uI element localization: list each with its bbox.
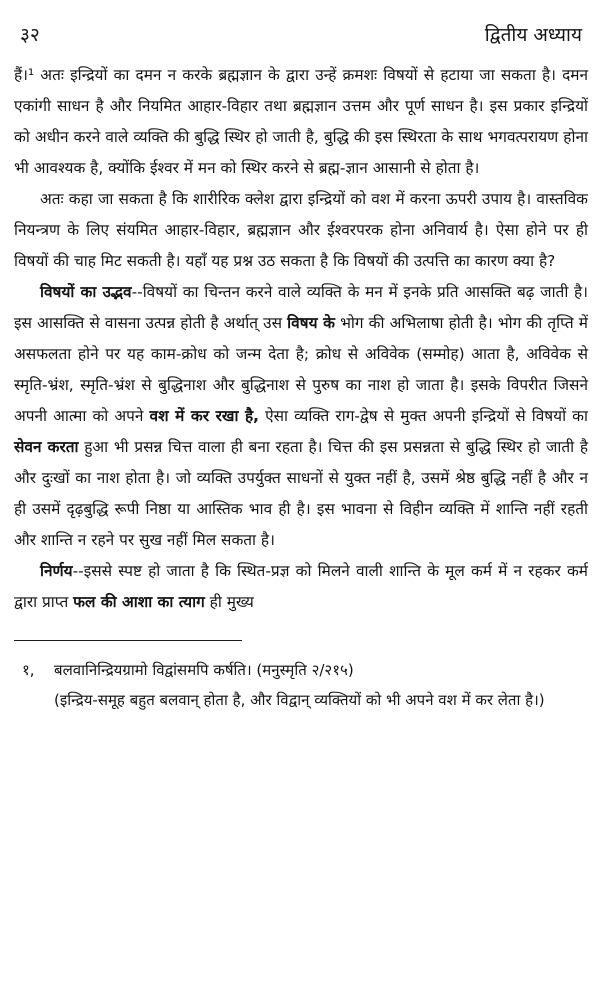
paragraph-4 [14,556,588,618]
footnote [14,655,588,715]
footnote-divider [14,640,242,641]
paragraph-4-text: --इससे स्पष्ट हो जाता है कि स्थित-प्रज्ञ को मिलने वाली शान्ति के मूल कर्म में न रहकर कर्म द्वारा प्राप्त [14,562,588,611]
paragraph-3-text-b: भोग की अभिलाषा होती है। भोग की तृप्ति में असफलता होने पर यह काम-क्रोध को जन्म देता है; क्रोध से अविवेक (सम्मोह) आता है, अविवेक से स्मृति-भ्रंश, स्मृति-भ्रंश से बुद्धिनाश और बुद्धिनाश से पुरुष का नाश हो जाता है। इसके विपरीत जिसने अपनी आत्मा को अपने [14,314,588,425]
section-heading-nirnay: निर्णय [40,562,73,580]
page-number: ३२ [20,24,40,46]
running-title: द्वितीय अध्याय [484,24,582,46]
paragraph-3-emphasis-b: वश में कर रखा है, [149,407,260,425]
paragraph-3-emphasis-a: विषय के [287,314,335,332]
paragraph-3-text: --विषयों का चिन्तन करने वाले व्यक्ति के मन में इनके प्रति आसक्ति बढ़ जाती है। इस आसक्ति से वासना उत्पन्न होती है अर्थात् उस [14,283,588,332]
footnote-body [54,655,588,715]
paragraph-4-text-b: ही मुख्य [204,593,254,611]
paragraph-3-emphasis-c: सेवन करता [14,438,79,456]
footnote-line-2: (इन्द्रिय-समूह बहुत बलवान् होता है, और विद्वान् व्यक्तियों को भी अपने वश में कर लेता है।) [54,691,545,709]
paragraph-4-emphasis: फल की आशा का त्याग [73,593,205,611]
body-text [14,60,588,618]
paragraph-3-text-d: हुआ भी प्रसन्न चित्त वाला ही बना रहता है। चित्त की इस प्रसन्नता से बुद्धि स्थिर हो जाती है और दुःखों का नाश होता है। जो व्यक्ति उपर्युक्त साधनों से युक्त नहीं है, उसमें श्रेष्ठ बुद्धि नहीं है और न ही उसमें दृढ़बुद्धि रूपी निष्ठा या आस्तिक भाव ही है। इस भावना से विहीन व्यक्ति में शान्ति नहीं रहती और शान्ति न रहने पर सुख नहीं मिल सकता है। [14,438,588,549]
section-heading-vishayon-ka-udbhav: विषयों का उद्भव [40,283,132,301]
footnote-line-1: बलवानिन्द्रियग्रामो विद्वांसमपि कर्षति। (मनुस्मृति २/२१५) [54,661,354,679]
page-header [14,22,588,48]
paragraph-3 [14,277,588,556]
paragraph-1: हैं।¹ अतः इन्द्रियों का दमन न करके ब्रह्मज्ञान के द्वारा उन्हें क्रमशः विषयों से हटाया जा सकता है। दमन एकांगी साधन है और नियमित आहार-विहार तथा ब्रह्मज्ञान उत्तम और पूर्ण साधन है। इस प्रकार इन्द्रियों को अधीन करने वाले व्यक्ति की बुद्धि स्थिर हो जाती है, बुद्धि की इस स्थिरता के साथ भगवत्परायण होना भी आवश्यक है, क्योंकि ईश्वर में मन को स्थिर करने से ब्रह्म-ज्ञान आसानी से होता है। [14,66,588,177]
footnote-marker: १, [22,661,35,679]
paragraph-2: अतः कहा जा सकता है कि शारीरिक क्लेश द्वारा इन्द्रियों को वश में करना ऊपरी उपाय है। वास्तविक नियन्त्रण के लिए संयमित आहार-विहार, ब्रह्मज्ञान और ईश्वरपरक होना अनिवार्य है। ऐसा होने पर ही विषयों की चाह मिट सकती है। यहाँ यह प्रश्न उठ सकता है कि विषयों की उत्पत्ति का कारण क्या है? [14,190,588,270]
paragraph-3-text-c: ऐसा व्यक्ति राग-द्वेष से मुक्त अपनी इन्द्रियों से विषयों का [259,407,588,425]
